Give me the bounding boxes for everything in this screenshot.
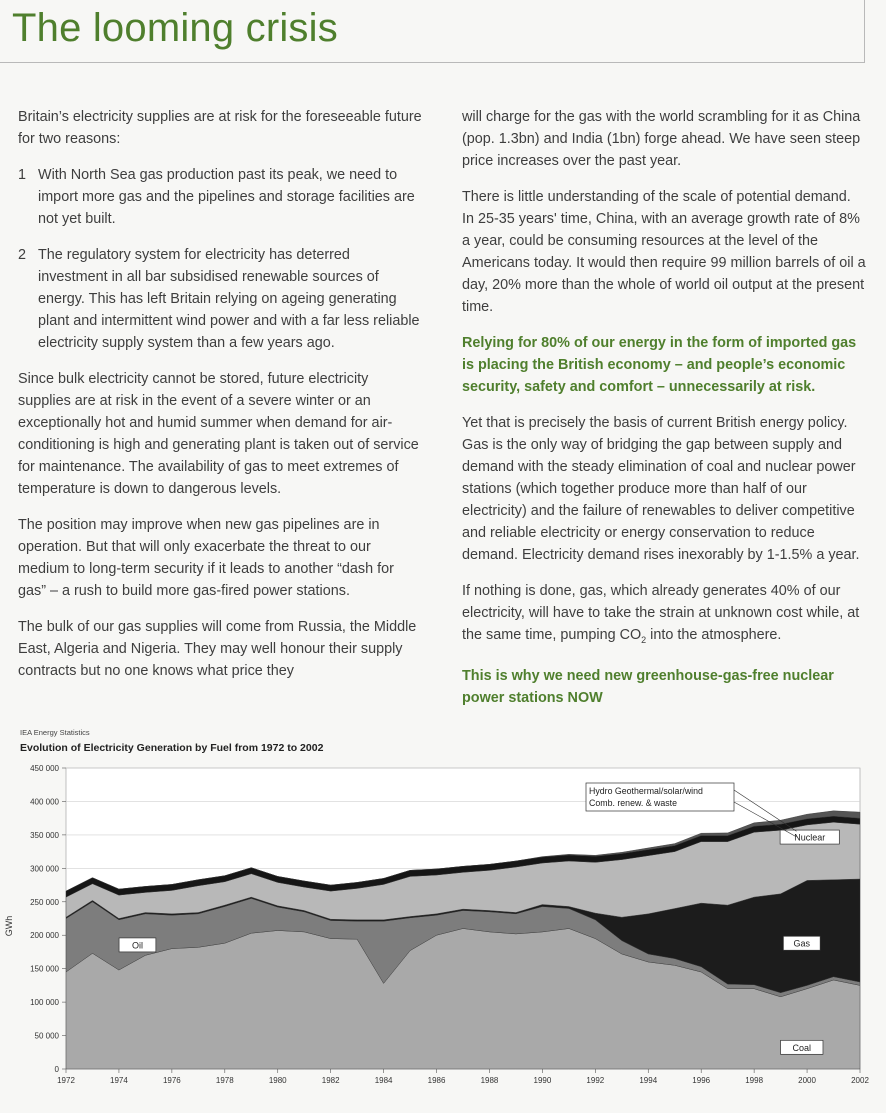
list-text: The regulatory system for electricity has deterred investment in all bar subsidised renewable sources of energy. This has left Britain relying on ageing generating plant and intermittent wind power and with a far less reliable electricity supply system than a few years ago.	[38, 247, 420, 351]
x-tick-label: 1980	[268, 1076, 287, 1085]
legend-label: Hydro Geothermal/solar/wind	[589, 786, 703, 796]
x-tick-label: 1972	[57, 1076, 75, 1085]
x-tick-label: 1984	[374, 1076, 393, 1085]
y-tick-label: 400 000	[30, 797, 59, 807]
paragraph-text: into the atmosphere.	[646, 627, 782, 643]
highlight-paragraph: This is why we need new greenhouse-gas-free nuclear power stations NOW	[462, 667, 834, 706]
subscript: 2	[641, 634, 647, 645]
list-item	[18, 164, 422, 230]
list-text: With North Sea gas production past its peak, we need to import more gas and the pipelines and storage facilities are not yet built.	[38, 167, 415, 227]
page-title: The looming crisis	[12, 6, 338, 50]
x-tick-label: 1996	[692, 1076, 711, 1085]
x-tick-label: 1978	[215, 1076, 234, 1085]
x-tick-label: 1998	[745, 1076, 764, 1085]
body-paragraph: The bulk of our gas supplies will come from Russia, the Middle East, Algeria and Nigeria. They may well honour their supply contracts but no one knows what price they	[18, 619, 417, 679]
x-tick-label: 1994	[639, 1076, 658, 1085]
list-number: 1	[18, 167, 27, 183]
y-tick-label: 150 000	[30, 964, 59, 974]
x-tick-label: 1986	[427, 1076, 446, 1085]
body-paragraph: Yet that is precisely the basis of current British energy policy. Gas is the only way of bridging the gap between supply and demand with the steady elimination of coal and nuclear power stations (which together produce more than half of our electricity) and the failure of renewables to deliver competitive and reliable electricity or energy conservation to reduce demand. Electricity demand rises inexorably by 1-1.5% a year.	[462, 415, 860, 563]
left-column	[18, 106, 422, 696]
body-paragraph: There is little understanding of the scale of potential demand. In 25-35 years' time, China, with an average growth rate of 8% a year, could be consuming resources at the level of the Americans today. It would then require 99 million barrels of oil a day, 20% more than the whole of world oil output at the present time.	[462, 189, 866, 315]
x-tick-label: 1974	[110, 1076, 128, 1085]
title-bar	[0, 0, 865, 63]
chart-source: IEA Energy Statistics	[20, 728, 90, 737]
y-tick-label: 450 000	[30, 764, 59, 773]
x-tick-label: 2000	[798, 1076, 816, 1085]
paragraph-text: If nothing is done, gas, which already generates 40% of our electricity, will have to take the strain at unknown cost while, at the same time, pumping CO	[462, 583, 860, 643]
x-tick-label: 1990	[533, 1076, 552, 1085]
y-tick-label: 100 000	[30, 998, 59, 1008]
list-number: 2	[18, 247, 27, 263]
x-tick-label: 1988	[480, 1076, 499, 1085]
list-item	[18, 244, 422, 354]
y-tick-label: 300 000	[30, 864, 59, 874]
highlight-paragraph: Relying for 80% of our energy in the form of imported gas is placing the British economy – and people’s economic security, safety and comfort – unnecessarily at risk.	[462, 335, 857, 395]
x-tick-label: 1992	[586, 1076, 605, 1085]
intro-paragraph: Britain’s electricity supplies are at risk for the foreseeable future for two reasons:	[18, 109, 422, 147]
y-tick-label: 200 000	[30, 931, 59, 941]
x-tick-label: 2002	[851, 1076, 869, 1085]
series-label: Coal	[792, 1042, 812, 1053]
chart-container	[0, 726, 886, 1108]
series-label: Oil	[131, 940, 143, 951]
body-paragraph	[462, 580, 866, 651]
series-label: Gas	[793, 938, 811, 949]
body-paragraph: The position may improve when new gas pipelines are in operation. But that will only exacerbate the threat to our medium to long-term security if it leads to another “dash for gas” – a rush to build more gas-fired power stations.	[18, 517, 394, 599]
body-paragraph: will charge for the gas with the world scrambling for it as China (pop. 1.3bn) and India (1bn) forge ahead. We have seen steep price increases over the past year.	[462, 109, 861, 169]
body-paragraph: Since bulk electricity cannot be stored, future electricity supplies are at risk in the event of a severe winter or an exceptionally hot and humid summer when demand for air-conditioning is high and generating plant is taken out of service for maintenance. The availability of gas to meet extremes of temperature is down to dangerous levels.	[18, 371, 419, 497]
chart-title: Evolution of Electricity Generation by Fuel from 1972 to 2002	[20, 742, 324, 754]
y-tick-label: 250 000	[30, 897, 59, 907]
x-tick-label: 1982	[321, 1076, 340, 1085]
legend-label: Comb. renew. & waste	[589, 798, 678, 808]
area-chart	[0, 726, 886, 1108]
y-axis-label: GWh	[4, 915, 14, 937]
x-tick-label: 1976	[162, 1076, 181, 1085]
y-tick-label: 50 000	[34, 1031, 59, 1041]
right-column	[462, 106, 866, 723]
y-tick-label: 350 000	[30, 830, 59, 840]
y-tick-label: 0	[54, 1065, 59, 1074]
series-label: Nuclear	[794, 832, 826, 843]
